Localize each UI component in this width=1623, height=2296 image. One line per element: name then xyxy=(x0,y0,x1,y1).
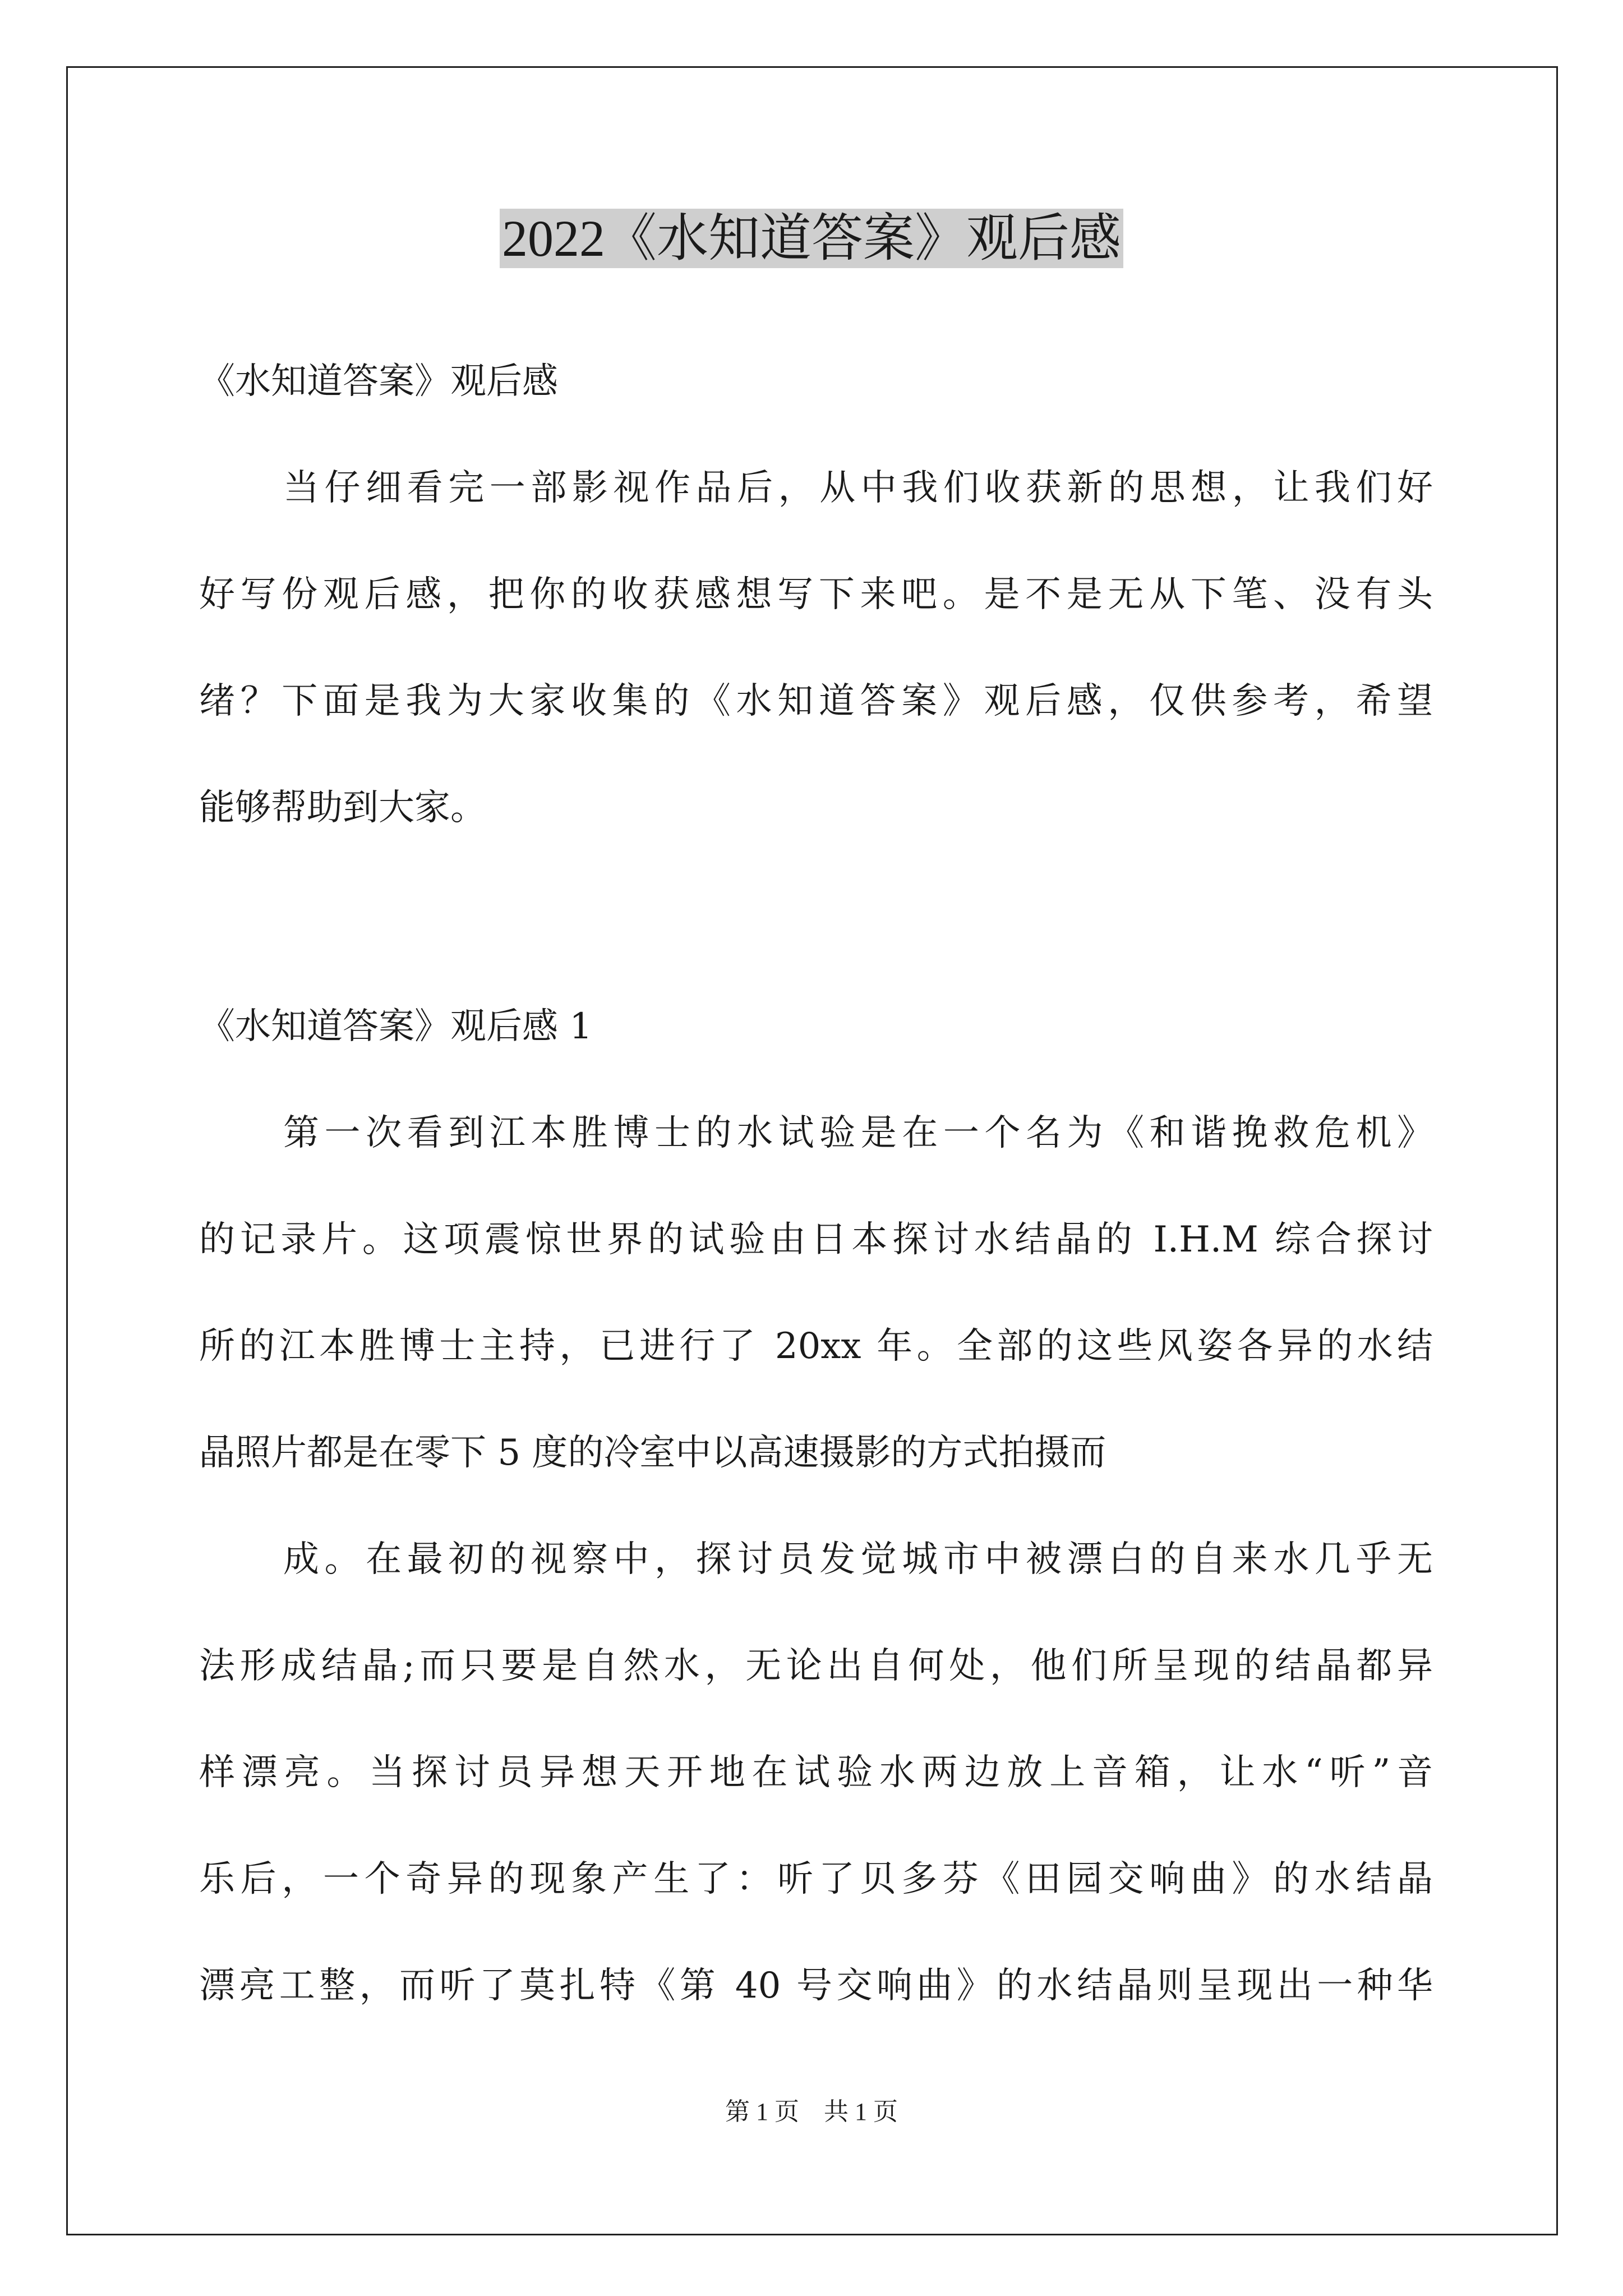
subtitle: 《水知道答案》观后感 xyxy=(199,361,558,402)
paragraph-line: 所的江本胜博士主持，已进行了 20xx 年。全部的这些风姿各异的水结 xyxy=(199,1326,1433,1367)
paragraph-line: 漂亮工整，而听了莫扎特《第 40 号交响曲》的水结晶则呈现出一种华 xyxy=(199,1965,1433,2007)
paragraph-line: 成。在最初的视察中，探讨员发觉城市中被漂白的自来水几乎无 xyxy=(283,1539,1433,1580)
document-title-text: 2022《水知道答案》观后感 xyxy=(500,209,1123,268)
paragraph-line: 乐后，一个奇异的现象产生了：听了贝多芬《田园交响曲》的水结晶 xyxy=(199,1858,1433,1900)
intro-line: 绪？下面是我为大家收集的《水知道答案》观后感，仅供参考，希望 xyxy=(199,680,1433,722)
page-footer: 第 1 页 共 1 页 xyxy=(725,2098,898,2125)
intro-line: 当仔细看完一部影视作品后，从中我们收获新的思想，让我们好 xyxy=(283,467,1433,509)
paragraph-line: 法形成结晶;而只要是自然水，无论出自何处，他们所呈现的结晶都异 xyxy=(199,1645,1433,1687)
section-heading: 《水知道答案》观后感 1 xyxy=(199,1006,593,1047)
intro-line: 能够帮助到大家。 xyxy=(199,787,486,829)
paragraph-line: 的记录片。这项震惊世界的试验由日本探讨水结晶的 I.H.M 综合探讨 xyxy=(199,1219,1433,1260)
document-title xyxy=(0,205,1623,272)
paragraph-line: 第一次看到江本胜博士的水试验是在一个名为《和谐挽救危机》 xyxy=(283,1112,1433,1154)
paragraph-line: 样漂亮。当探讨员异想天开地在试验水两边放上音箱，让水“听”音 xyxy=(199,1752,1433,1793)
paragraph-line: 晶照片都是在零下 5 度的冷室中以高速摄影的方式拍摄而 xyxy=(199,1432,1106,1474)
intro-line: 好写份观后感，把你的收获感想写下来吧。是不是无从下笔、没有头 xyxy=(199,574,1433,615)
